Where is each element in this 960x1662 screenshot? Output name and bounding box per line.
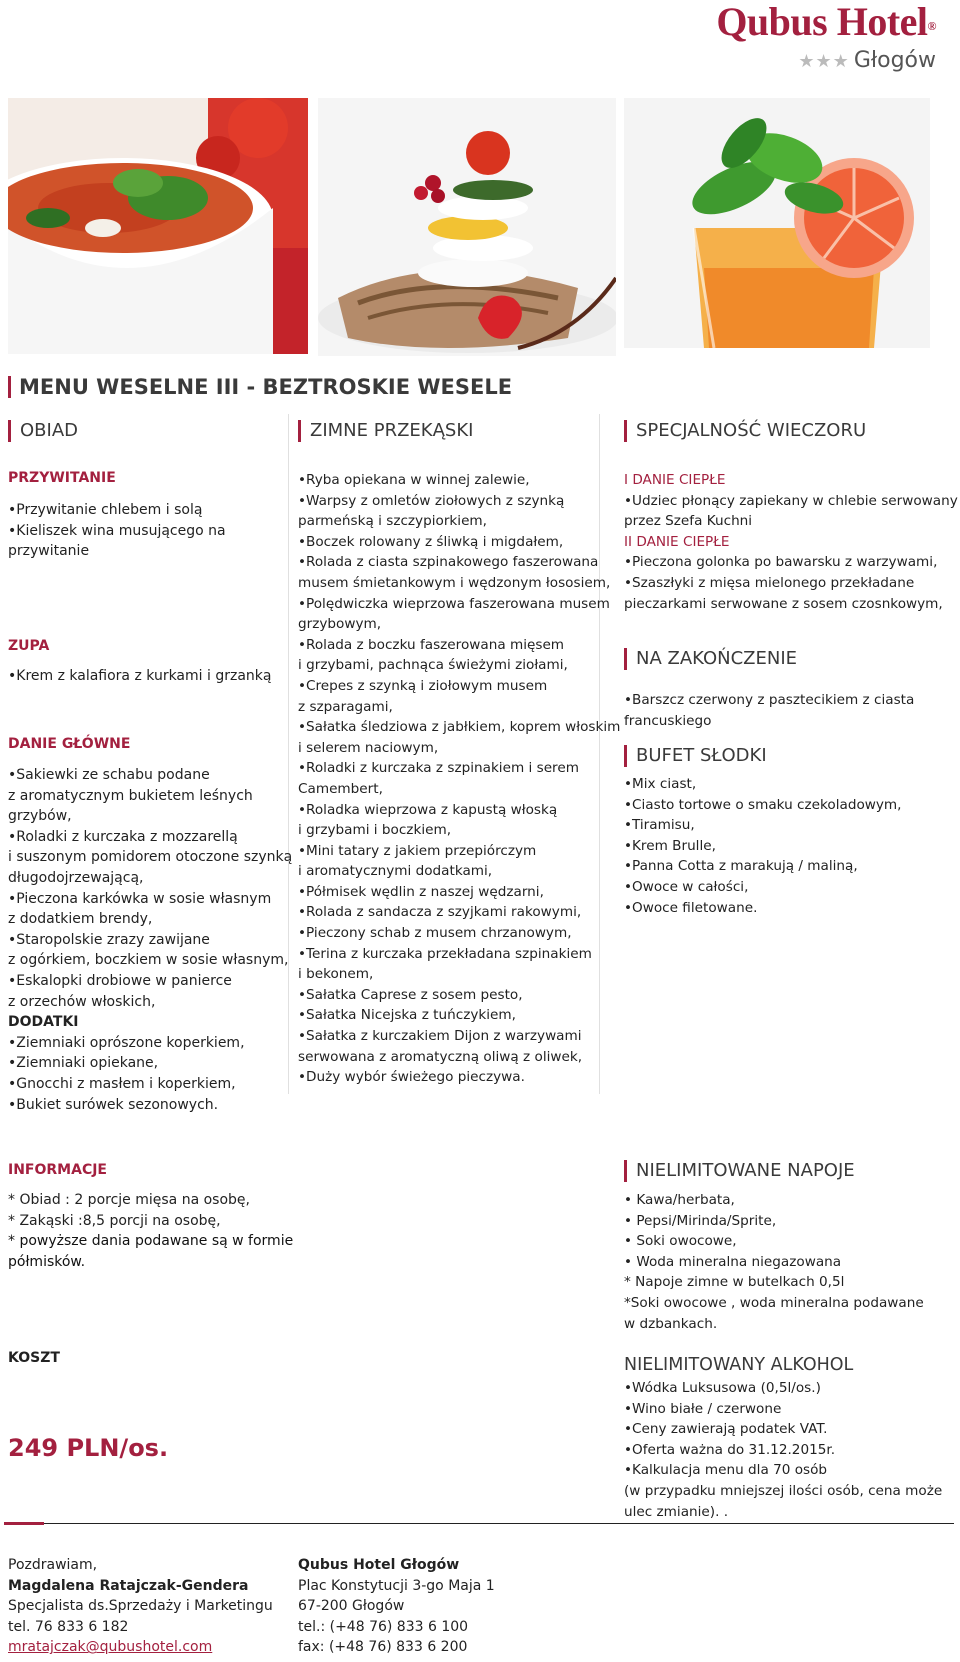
list-item: •Sałatka Caprese z sosem pesto, [298,986,523,1003]
list-item: •Krem Brulle, [624,837,716,854]
list-item: •Pieczona golonka po bawarsku z warzywami, [624,554,938,571]
list-item: i bekonem, [298,966,374,983]
list-item: i grzybami i boczkiem, [298,822,452,839]
list-item: półmisków. [8,1253,86,1270]
list-item: i aromatycznymi dodatkami, [298,863,493,880]
footer-email-link[interactable]: mratajczak@qubushotel.com [8,1639,213,1656]
section-heading-alkohol: NIELIMITOWANY ALKOHOL [624,1355,854,1375]
soup-with-basil-photo [8,98,308,354]
informacje-list [8,1190,293,1272]
list-item: * Napoje zimne w butelkach 0,5l [624,1274,845,1291]
list-item: * Obiad : 2 porcje mięsa na osobę, [8,1192,250,1208]
list-item: •Ryba opiekana w winnej zalewie, [298,472,530,488]
list-item: przywitanie [8,543,90,560]
list-item: * powyższe dania podawane są w formie [8,1233,294,1250]
footer-greeting: Pozdrawiam, [8,1557,98,1573]
list-item: musem śmietankowym i wędzonym łososiem, [298,574,611,591]
zupa-list [8,666,271,687]
list-item: *Soki owocowe , woda mineralna podawane [624,1294,924,1311]
footer-role: Specjalista ds.Sprzedaży i Marketingu [8,1598,273,1615]
list-item: w dzbankach. [624,1315,718,1332]
list-item: i selerem naciowym, [298,739,439,756]
list-item: • Woda mineralna niegazowana [624,1253,842,1270]
list-item: grzybów, [8,808,72,825]
footer-street: Plac Konstytucji 3-go Maja 1 [298,1577,495,1594]
list-item: i grzybami, pachnąca świeżymi ziołami, [298,657,568,674]
list-item: •Pieczony schab z musem chrzanowym, [298,925,572,942]
zimne-przekaski-list [298,470,620,1088]
list-item: •Mini tatary z jakiem przepiórczym [298,842,537,859]
przywitanie-list [8,500,226,562]
zakonczenie-list [624,690,914,731]
list-item: •Sałatka Nicejska z tuńczykiem, [298,1007,516,1024]
list-item: z orzechów włoskich, [8,993,156,1010]
list-item: •Boczek rolowany z śliwką i migdałem, [298,533,564,550]
list-item: •Duży wybór świeżego pieczywa. [298,1069,525,1086]
list-item: • Kawa/herbata, [624,1192,735,1208]
list-item: •Wino białe / czerwone [624,1400,782,1417]
list-item: •Krem z kalafiora z kurkami i grzanką [8,668,272,684]
list-item: •Ziemniaki opiekane, [8,1055,159,1072]
logo-brand-name: Qubus Hotel [716,0,928,44]
section-heading-na-zakonczenie: NA ZAKOŃCZENIE [624,648,797,670]
list-item: •Roladka wieprzowa z kapustą włoską [298,801,558,818]
list-item: •Oferta ważna do 31.12.2015r. [624,1441,836,1458]
list-item: •Gnocchi z masłem i koperkiem, [8,1075,236,1092]
list-item: z aromatycznym bukietem leśnych [8,787,253,804]
footer-phone: tel. 76 833 6 182 [8,1618,129,1635]
list-item: •Barszcz czerwony z pasztecikiem z ciasta [624,692,915,708]
section-heading-zimne-przekaski: ZIMNE PRZEKĄSKI [298,420,473,442]
list-item: •Ziemniaki oprószone koperkiem, [8,1034,245,1051]
list-item: •Sałatka śledziowa z jabłkiem, koprem włoskim [298,719,621,736]
subheading-danie-1: I DANIE CIEPŁE [624,472,726,488]
price-value: 249 PLN/os. [8,1434,169,1462]
list-item: serwowana z aromatyczną oliwą z oliwek, [298,1048,583,1065]
napoje-list [624,1190,924,1334]
subheading-danie-2: II DANIE CIEPŁE [624,533,730,550]
list-item: * Zakąski :8,5 porcji na osobę, [8,1212,221,1229]
list-item: •Ceny zawierają podatek VAT. [624,1421,828,1438]
list-item: • Soki owocowe, [624,1233,737,1250]
list-item: •Rolada z boczku faszerowana mięsem [298,636,565,653]
grapefruit-mint-drink-photo [624,98,930,348]
list-item: •Pieczona karkówka w sosie własnym [8,890,272,907]
list-item: •Warpsy z omletów ziołowych z szynką [298,492,565,509]
list-item: •Szaszłyki z mięsa mielonego przekładane [624,574,915,591]
list-item: •Mix ciast, [624,776,697,792]
section-heading-obiad: OBIAD [8,420,78,442]
section-heading-specjalnosc: SPECJALNOŚĆ WIECZORU [624,420,866,442]
list-item: (w przypadku mniejszej ilości osób, cena może [624,1482,943,1499]
list-item: •Terina z kurczaka przekładana szpinakiem [298,945,592,962]
list-item: grzybowym, [298,616,382,633]
grilled-meat-with-mozzarella-photo [318,98,616,356]
footer-postcode: 67-200 Głogów [298,1598,405,1615]
danie-glowne-list [8,765,292,1115]
footer-name: Magdalena Ratajczak-Gendera [8,1577,249,1594]
list-item: •Owoce w całości, [624,878,749,895]
list-item: •Przywitanie chlebem i solą [8,502,203,518]
list-item: •Polędwiczka wieprzowa faszerowana musem [298,595,610,612]
list-item: •Kieliszek wina musującego na [8,522,226,539]
footer-divider [4,1523,954,1524]
list-item: •Udziec płonący zapiekany w chlebie serwowany [624,492,958,509]
footer-contact-person [8,1555,273,1658]
subheading-informacje: INFORMACJE [8,1162,107,1178]
subheading-koszt: KOSZT [8,1350,60,1366]
list-item: •Tiramisu, [624,817,695,834]
section-heading-bufet-slodki: BUFET SŁODKI [624,745,767,767]
specjalnosc-list [624,470,958,614]
list-item: z ogórkiem, boczkiem w sosie własnym, [8,952,289,969]
list-item: •Wódka Luksusowa (0,5l/os.) [624,1380,821,1396]
footer-divider-accent [4,1522,44,1525]
list-item: •Półmisek wędlin z naszej wędzarni, [298,883,544,900]
list-item: •Eskalopki drobiowe w panierce [8,972,232,989]
footer-hotel-phone: tel.: (+48 76) 833 6 100 [298,1618,469,1635]
list-item: •Ciasto tortowe o smaku czekoladowym, [624,796,902,813]
list-item: z dodatkiem brendy, [8,911,153,928]
page-title: MENU WESELNE III - BEZTROSKIE WESELE [8,376,512,398]
alkohol-list [624,1378,942,1522]
list-item: •Rolada z sandacza z szyjkami rakowymi, [298,904,582,921]
list-item: • Pepsi/Mirinda/Sprite, [624,1212,777,1229]
list-item: •Sałatka z kurczakiem Dijon z warzywami [298,1028,582,1045]
list-item: francuskiego [624,712,712,729]
list-item: •Owoce filetowane. [624,899,758,916]
list-item: •Kalkulacja menu dla 70 osób [624,1462,828,1479]
subheading-dodatki: DODATKI [8,1014,79,1031]
subheading-danie-glowne: DANIE GŁÓWNE [8,736,131,752]
list-item: i suszonym pomidorem otoczone szynką [8,849,293,866]
logo-stars: ★★★ [798,51,850,72]
footer-hotel-name: Qubus Hotel Głogów [298,1557,460,1573]
list-item: ulec zmianie). . [624,1503,729,1520]
bufet-list [624,774,902,918]
list-item: •Crepes z szynką i ziołowym musem [298,677,548,694]
list-item: długodojrzewającą, [8,869,144,886]
list-item: •Roladki z kurczaka z mozzarellą [8,828,238,845]
list-item: przez Szefa Kuchni [624,513,753,530]
list-item: •Panna Cotta z marakują / maliną, [624,858,858,875]
hotel-logo [716,0,936,77]
list-item: •Staropolskie zrazy zawijane [8,931,210,948]
subheading-przywitanie: PRZYWITANIE [8,470,116,486]
footer-hotel-address [298,1555,495,1658]
list-item: •Sakiewki ze schabu podane [8,767,210,783]
list-item: z szparagami, [298,698,393,715]
list-item: pieczarkami serwowane z sosem czosnkowym, [624,595,943,612]
logo-city: Głogów [853,48,936,73]
list-item: •Rolada z ciasta szpinakowego faszerowana [298,554,599,571]
footer-fax: fax: (+48 76) 833 6 200 [298,1639,468,1656]
list-item: Camembert, [298,780,383,797]
subheading-zupa: ZUPA [8,638,50,654]
section-heading-napoje: NIELIMITOWANE NAPOJE [624,1160,855,1182]
list-item: parmeńską i szczypiorkiem, [298,513,487,530]
registered-mark: ® [927,19,936,33]
list-item: •Roladki z kurczaka z szpinakiem i serem [298,760,579,777]
list-item: •Bukiet surówek sezonowych. [8,1096,219,1113]
